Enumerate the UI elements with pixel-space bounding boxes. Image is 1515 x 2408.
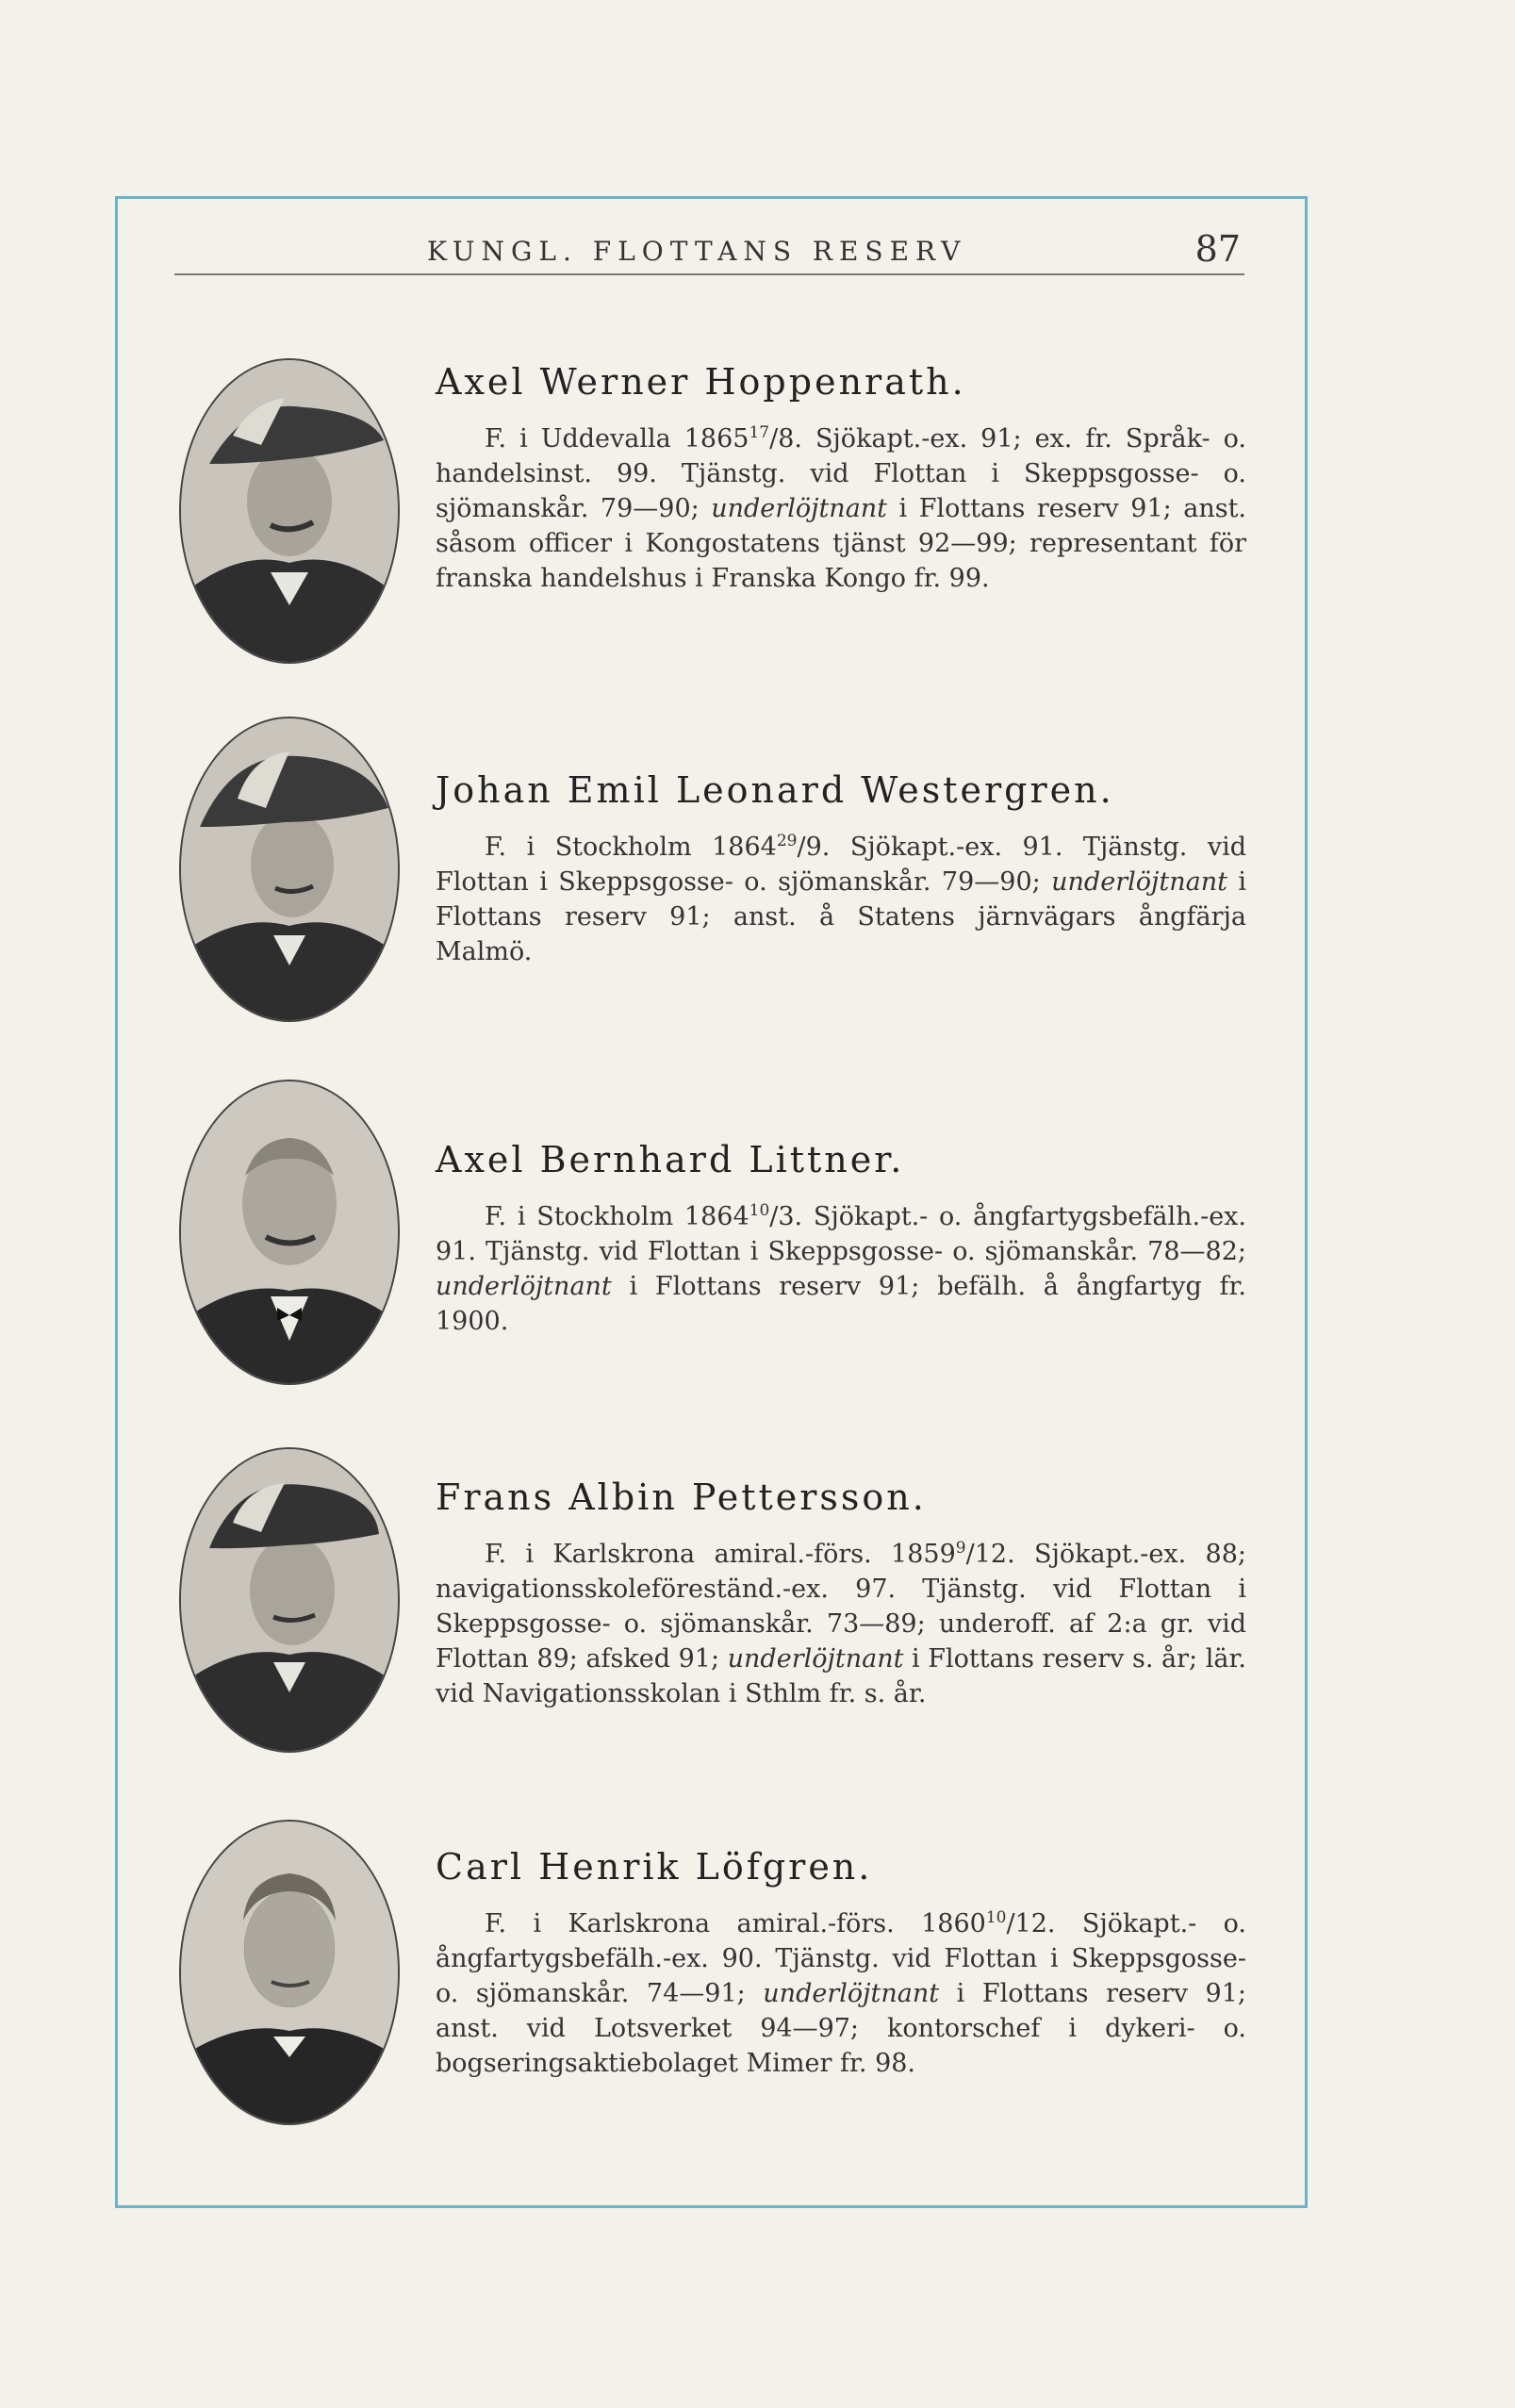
person-name: Axel Werner Hoppenrath. [436,361,966,403]
entry-text [436,1848,1246,2081]
entry-text [436,1478,1246,1711]
running-head [174,226,1244,275]
person-name: Carl Henrik Löfgren. [436,1846,873,1888]
portrait-hat-uniform-icon [179,717,400,1022]
person-bio: F. i Karlskrona amiral.-förs. 1859$^9$/12. Sjökapt.-ex. 88; navigationsskoleföreständ.-ex. 97. Tjänstg. vid Flottan i Skeppsgosse- o. sjömanskår. 73—89; underoff. af 2:a gr. vid Flottan 89; afsked 91; underlöjtnant i Flottans reserv s. år; lär. vid Navigationsskolan i Sthlm fr. s. år. [436,1538,1246,1708]
person-name: Frans Albin Pettersson. [436,1476,927,1518]
entry-text [436,771,1246,969]
portrait-bareheaded-bowtie-icon [179,1080,400,1385]
person-bio: F. i Stockholm 1864$^{29}$/9. Sjökapt.-ex. 91. Tjänstg. vid Flottan i Skeppsgosse- o. sjömanskår. 79—90; underlöjtnant i Flottans reserv 91; anst. å Statens järnvägars ångfärja Malmö. [436,831,1247,966]
person-bio: F. i Uddevalla 1865$^{17}$/8. Sjökapt.-ex. 91; ex. fr. Språk- o. handelsinst. 99. Tjänstg. vid Flottan i Skeppsgosse- o. sjömanskår. 79—90; underlöjtnant i Flottans reserv 91; anst. såsom officer i Kongostatens tjänst 92—99; representant för franska handelshus i Franska Kongo fr. 99. [436,422,1247,593]
person-bio: F. i Stockholm 1864$^{10}$/3. Sjökapt.- o. ångfartygsbefälh.-ex. 91. Tjänstg. vid Flottan i Skeppsgosse- o. sjömanskår. 78—82; underlöjtnant i Flottans reserv 91; befälh. å ångfartyg fr. 1900. [436,1200,1246,1336]
entry-text [436,363,1246,596]
person-name: Johan Emil Leonard Westergren. [436,769,1114,811]
person-bio: F. i Karlskrona amiral.-förs. 1860$^{10}$/12. Sjökapt.- o. ångfartygsbefälh.-ex. 90. Tjänstg. vid Flottan i Skeppsgosse- o. sjömanskår. 74—91; underlöjtnant i Flottans reserv 91; anst. vid Lotsverket 94—97; kontorschef i dykeri- o. bogseringsaktiebolaget Mimer fr. 98. [436,1907,1246,2078]
running-head-title: KUNGL. FLOTTANS RESERV [427,236,967,267]
portrait-bareheaded-uniform-icon [179,1820,400,2125]
portrait-hat-uniform-icon [179,358,400,664]
person-name: Axel Bernhard Littner. [436,1139,905,1180]
entry-text [436,1141,1246,1339]
page-number: 87 [1194,228,1241,270]
portrait-hat-uniform-icon [179,1447,400,1753]
